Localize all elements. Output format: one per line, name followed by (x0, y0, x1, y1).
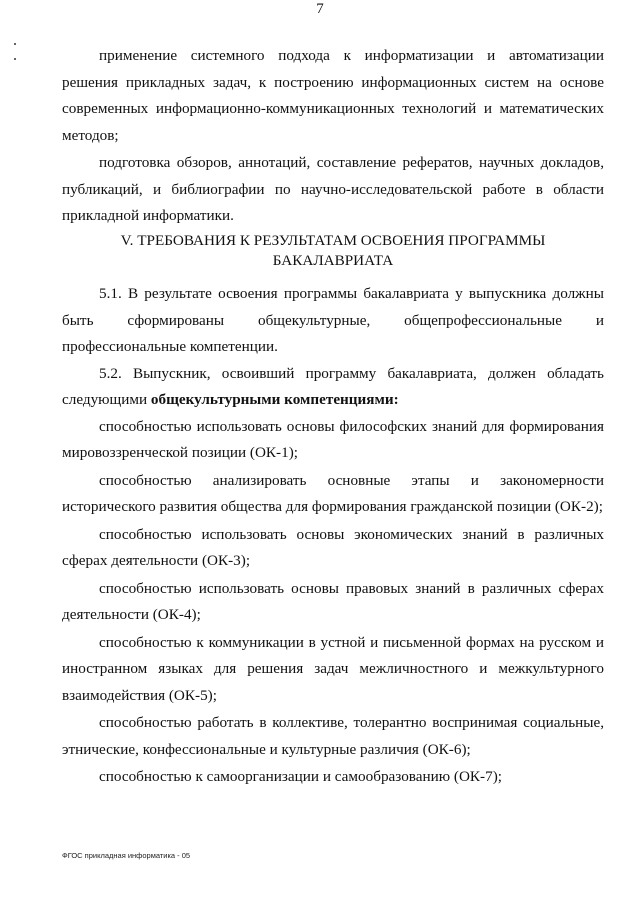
requirements-block (62, 281, 604, 791)
competency-ok-2: способностью анализировать основные этапы и закономерности исторического развития общества для формирования гражданской позиции (ОК-2); (62, 471, 604, 515)
competency-ok-7: способностью к самоорганизации и самообразованию (ОК-7); (99, 768, 502, 785)
intro-paragraph-1: применение системного подхода к информатизации и автоматизации решения прикладных задач, к построению информационных систем на основе современных информационно-коммуникационных технологий и математических методов; (62, 47, 604, 144)
section-heading (62, 231, 604, 271)
paragraph-5-2 (62, 361, 604, 414)
footer-label: ФГОС прикладная информатика - 05 (62, 851, 191, 860)
paragraph-5-1: 5.1. В результате освоения программы бакалавриата у выпускника должны быть сформированы общекультурные, общепрофессиональные и профессиональные компетенции. (62, 285, 604, 355)
competency-ok-4: способностью использовать основы правовых знаний в различных сферах деятельности (ОК-4); (62, 579, 604, 623)
intro-paragraph-2: подготовка обзоров, аннотаций, составление рефератов, научных докладов, публикаций, и библиографии по научно-исследовательской работе в области прикладной информатики. (62, 154, 604, 224)
competency-ok-5: способностью к коммуникации в устной и письменной формах на русском и иностранном языках для решения задач межличностного и межкультурного взаимодействия (ОК-5); (62, 633, 604, 704)
competency-ok-6: способностью работать в коллективе, толерантно воспринимая социальные, этнические, конфессиональные и культурные различия (ОК-6); (62, 714, 604, 758)
section-heading-line-1: V. ТРЕБОВАНИЯ К РЕЗУЛЬТАТАМ ОСВОЕНИЯ ПРОГРАММЫ (120, 232, 546, 249)
intro-block (62, 43, 604, 230)
competencies-list (62, 414, 604, 791)
competency-ok-1: способностью использовать основы философских знаний для формирования мировоззренческой позиции (ОК-1); (62, 417, 604, 461)
paragraph-5-2-bold: общекультурными компетенциями: (150, 391, 399, 408)
page-number: 7 (316, 1, 324, 17)
section-heading-line-2: БАКАЛАВРИАТА (272, 252, 394, 269)
competency-ok-3: способностью использовать основы экономических знаний в различных сферах деятельности (ОК-3); (62, 525, 604, 569)
paragraph-5-2-lead: 5.2. Выпускник, освоивший программу бакалавриата, должен обладать следующими (62, 364, 604, 408)
